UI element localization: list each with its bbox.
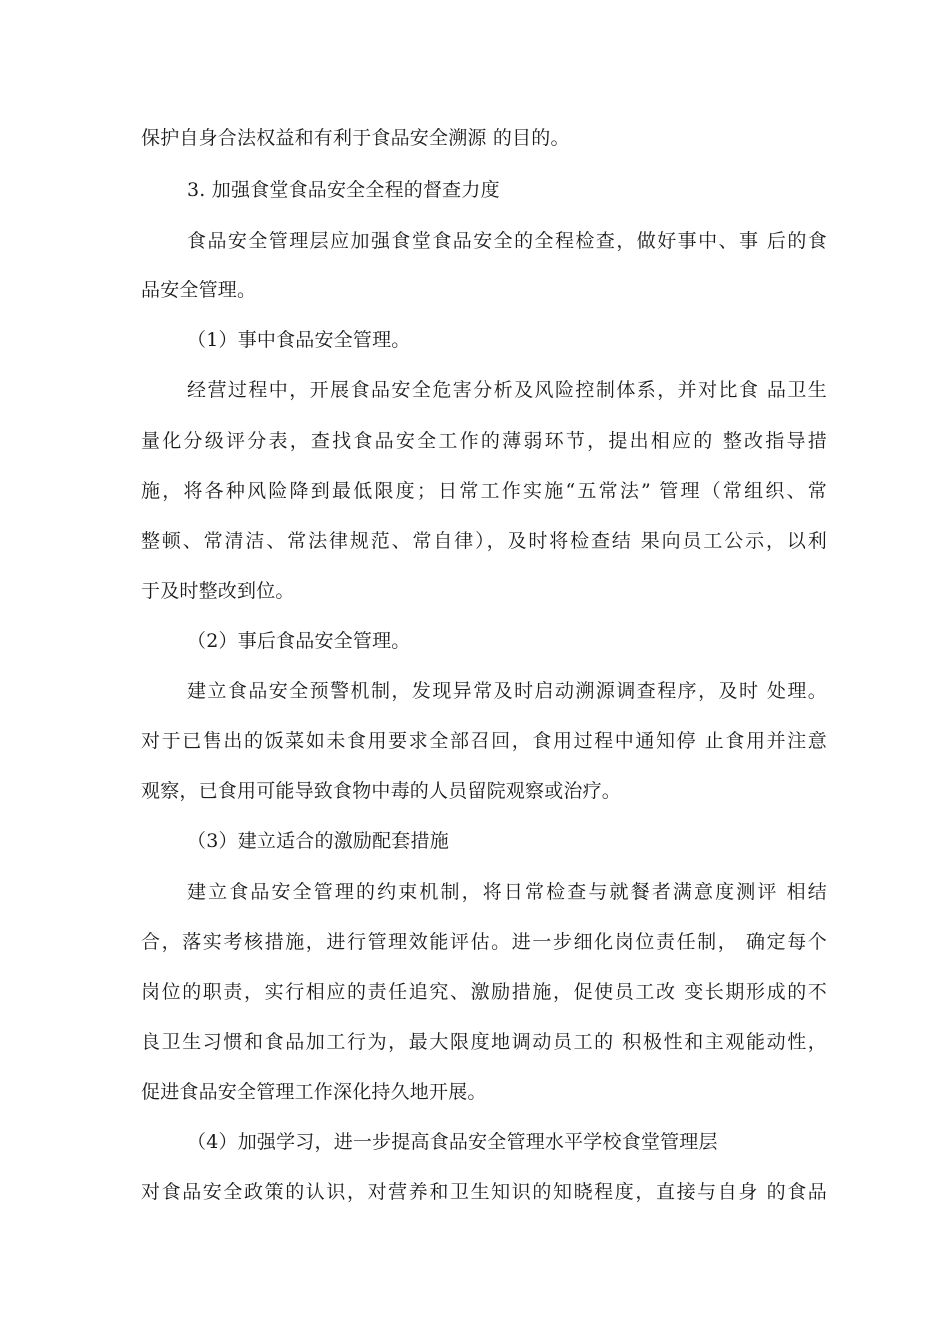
paragraph-line: 整顿、常清洁、常法律规范、常自律），及时将检查结 果向员工公示，以利 [141, 530, 827, 552]
paragraph-line: 对食品安全政策的认识，对营养和卫生知识的知晓程度，直接与自身 的食品 [141, 1181, 827, 1203]
paragraph-line: 建立食品安全管理的约束机制，将日常检查与就餐者满意度测评 相结 [187, 881, 827, 903]
paragraph-line: 良卫生习惯和食品加工行为，最大限度地调动员工的 积极性和主观能动性， [141, 1031, 827, 1053]
paragraph-line: 对于已售出的饭菜如未食用要求全部召回，食用过程中通知停 止食用并注意 [141, 730, 827, 752]
paragraph-line: 施，将各种风险降到最低限度；日常工作实施“五常法” 管理（常组织、常 [141, 480, 827, 502]
paragraph-line: 品安全管理。 [141, 279, 257, 301]
paragraph-line: 于及时整改到位。 [141, 580, 295, 602]
subsection-heading: （4）加强学习，进一步提高食品安全管理水平学校食堂管理层 [187, 1131, 718, 1153]
paragraph-line: 建立食品安全预警机制，发现异常及时启动溯源调查程序，及时 处理。 [187, 680, 827, 702]
section-heading: 3. 加强食堂食品安全全程的督查力度 [187, 179, 500, 201]
paragraph-line: 经营过程中，开展食品安全危害分析及风险控制体系，并对比食 品卫生 [187, 379, 827, 401]
paragraph-line: 保护自身合法权益和有利于食品安全溯源 的目的。 [141, 127, 570, 149]
subsection-heading: （3）建立适合的激励配套措施 [187, 830, 449, 852]
paragraph-line: 食品安全管理层应加强食堂食品安全的全程检查，做好事中、事 后的食 [187, 230, 827, 252]
paragraph-line: 观察，已食用可能导致食物中毒的人员留院观察或治疗。 [141, 780, 622, 802]
paragraph-line: 合，落实考核措施，进行管理效能评估。进一步细化岗位责任制， 确定每个 [141, 931, 827, 953]
paragraph-line: 促进食品安全管理工作深化持久地开展。 [141, 1081, 487, 1103]
subsection-heading: （2）事后食品安全管理。 [187, 630, 411, 652]
paragraph-line: 量化分级评分表，查找食品安全工作的薄弱环节，提出相应的 整改指导措 [141, 430, 827, 452]
subsection-heading: （1）事中食品安全管理。 [187, 329, 411, 351]
paragraph-line: 岗位的职责，实行相应的责任追究、激励措施，促使员工改 变长期形成的不 [141, 981, 827, 1003]
